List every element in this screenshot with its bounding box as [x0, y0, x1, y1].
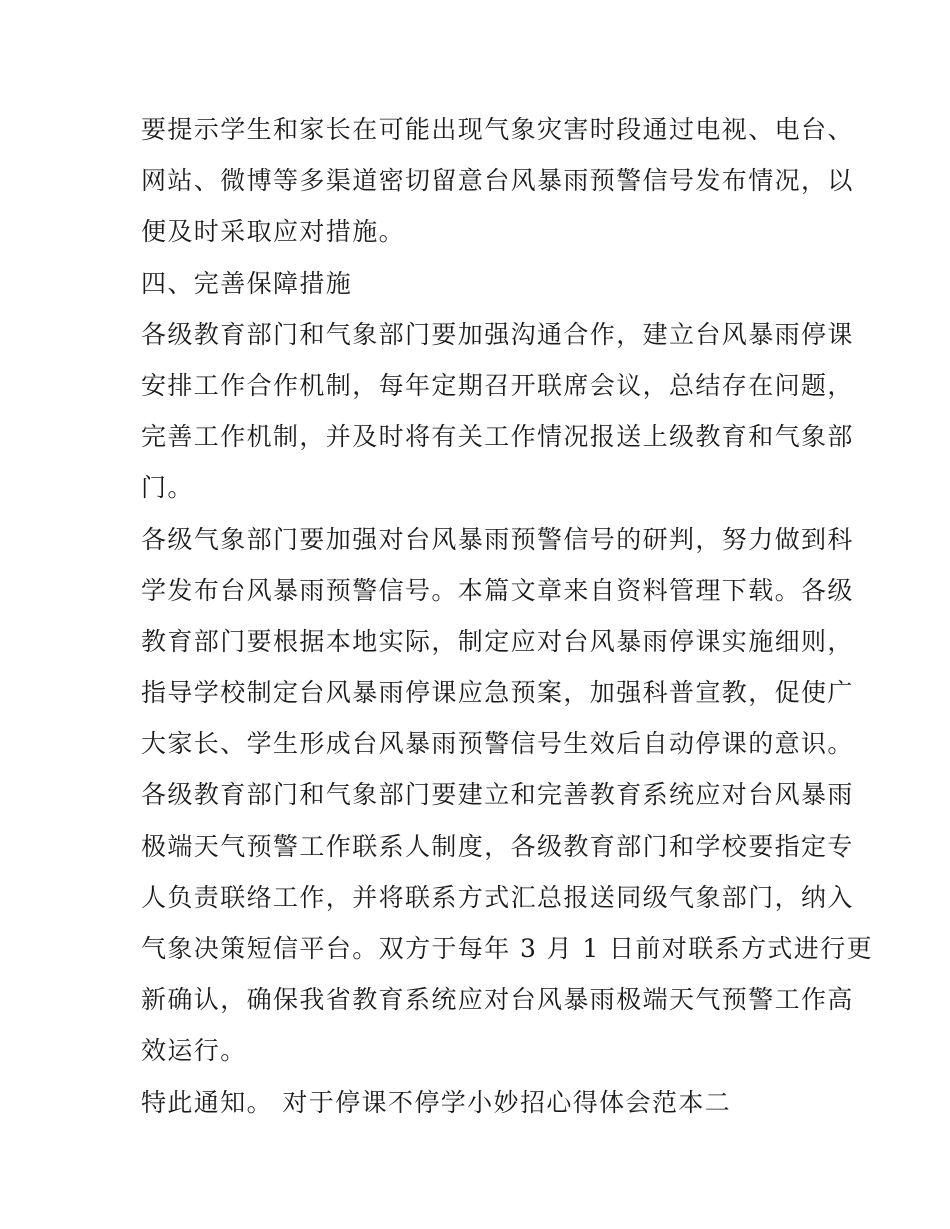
text-line: 完善工作机制，并及时将有关工作情况报送上级教育和气象部	[141, 422, 854, 452]
text-line: 指导学校制定台风暴雨停课应急预案，加强科普宣教，促使广	[141, 678, 854, 708]
text-line: 便及时采取应对措施。	[141, 217, 406, 247]
text-line: 教育部门要根据本地实际，制定应对台风暴雨停课实施细则，	[141, 626, 854, 656]
text-line: 气象决策短信平台。双方于每年 3 月 1 日前对联系方式进行更	[141, 934, 874, 963]
text-line: 各级教育部门和气象部门要建立和完善教育系统应对台风暴雨	[141, 780, 854, 810]
text-line: 人负责联络工作，并将联系方式汇总报送同级气象部门，纳入	[141, 882, 854, 912]
section-heading: 四、完善保障措施	[141, 268, 353, 298]
text-line: 特此通知。 对于停课不停学小妙招心得体会范本二	[141, 1087, 732, 1117]
text-line: 安排工作合作机制，每年定期召开联席会议，总结存在问题，	[141, 370, 854, 400]
text-line: 新确认，确保我省教育系统应对台风暴雨极端天气预警工作高	[141, 985, 854, 1015]
text-line: 网站、微博等多渠道密切留意台风暴雨预警信号发布情况，以	[141, 166, 854, 196]
text-line: 要提示学生和家长在可能出现气象灾害时段通过电视、电台、	[141, 115, 854, 144]
text-line: 学发布台风暴雨预警信号。本篇文章来自资料管理下载。各级	[141, 575, 854, 605]
text-line: 各级气象部门要加强对台风暴雨预警信号的研判，努力做到科	[141, 524, 854, 554]
text-line: 效运行。	[141, 1036, 247, 1066]
text-line: 极端天气预警工作联系人制度，各级教育部门和学校要指定专	[141, 831, 854, 861]
text-line: 大家长、学生形成台风暴雨预警信号生效后自动停课的意识。	[141, 729, 854, 759]
text-line: 门。	[141, 473, 194, 503]
document-body	[141, 104, 874, 1128]
text-line: 各级教育部门和气象部门要加强沟通合作，建立台风暴雨停课	[141, 319, 854, 349]
